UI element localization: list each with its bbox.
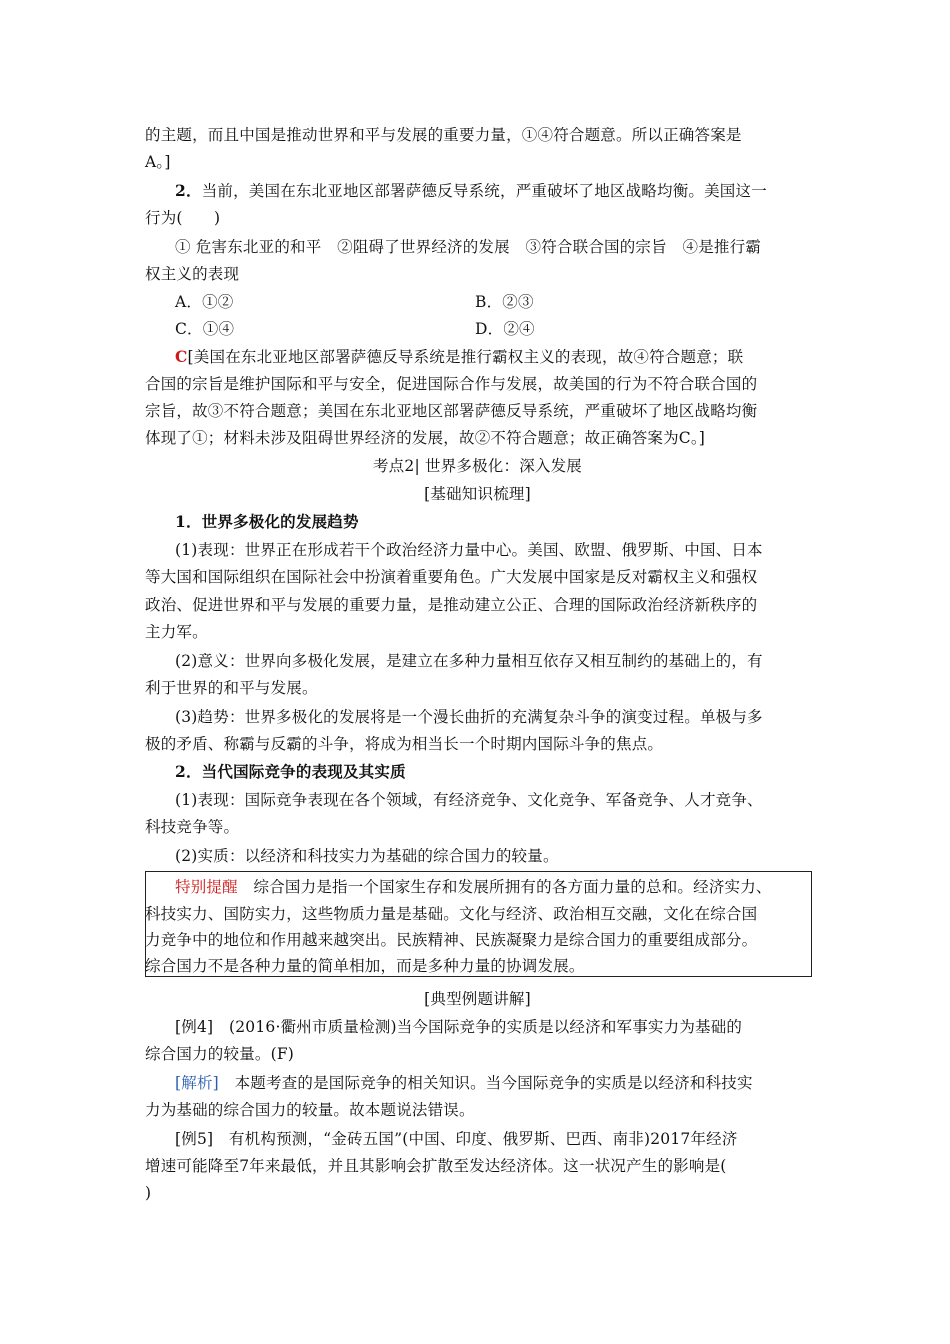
text-line: (2)实质：以经济和科技实力为基础的综合国力的较量。 [175, 847, 559, 865]
text-line: 增速可能降至7年来最低，并且其影响会扩散至发达经济体。这一状况产生的影响是( [145, 1157, 727, 1175]
text: (2016·衢州市质量检测)当今国际竞争的实质是以经济和军事实力为基础的 [213, 1018, 743, 1036]
option-b: B．②③ [475, 293, 534, 311]
question-2-stem [175, 180, 767, 202]
text-line: 宗旨，故③不符合题意；美国在东北亚地区部署萨德反导系统，严重破坏了地区战略均衡 [145, 402, 758, 420]
option-a: A．①② [175, 293, 234, 311]
text-line: 利于世界的和平与发展。 [145, 679, 318, 697]
text-line: (2)意义：世界向多极化发展，是建立在多种力量相互依存又相互制约的基础上的，有 [175, 652, 763, 670]
example-label: [例4] [175, 1018, 214, 1036]
item-heading: 2．当代国际竞争的表现及其实质 [175, 762, 406, 781]
section-heading: 考点2| 世界多极化：深入发展 [372, 457, 582, 475]
text-line: (1)表现：国际竞争表现在各个领域，有经济竞争、文化竞争、军备竞争、人才竞争、 [175, 791, 763, 809]
option-c: C．①④ [175, 320, 235, 338]
item-heading: 1．世界多极化的发展趋势 [175, 512, 359, 531]
tip-line: 力竞争中的地位和作用越来越突出。民族精神、民族凝聚力是综合国力的重要组成部分。 [145, 931, 758, 949]
analysis-line [175, 1072, 753, 1094]
answer-letter: C [175, 347, 188, 366]
tip-line: 科技实力、国防实力，这些物质力量是基础。文化与经济、政治相互交融，文化在综合国 [145, 905, 758, 923]
question-number: 2． [175, 181, 202, 200]
text: 当前，美国在东北亚地区部署萨德反导系统，严重破坏了地区战略均衡。美国这一 [201, 182, 767, 200]
text-line: 合国的宗旨是维护国际和平与安全，促进国际合作与发展，故美国的行为不符合联合国的 [145, 375, 758, 393]
tip-line [175, 876, 772, 898]
example-label: [例5] [175, 1130, 214, 1148]
example-4 [175, 1016, 742, 1038]
text-line: 科技竞争等。 [145, 818, 240, 836]
text-line: 政治、促进世界和平与发展的重要力量，是推动建立公正、合理的国际政治经济新秩序的 [145, 596, 758, 614]
option-d: D．②④ [475, 320, 535, 338]
tip-label: 特别提醒 [175, 878, 238, 896]
text-line: 等大国和国际组织在国际社会中扮演着重要角色。广大发展中国家是反对霸权主义和强权 [145, 568, 758, 586]
text-line: ) [145, 1184, 152, 1202]
text-line: 力为基础的综合国力的较量。故本题说法错误。 [145, 1101, 475, 1119]
text-line: 的主题，而且中国是推动世界和平与发展的重要力量，①④符合题意。所以正确答案是 [145, 126, 742, 144]
example-5 [175, 1128, 738, 1150]
text-line: (3)趋势：世界多极化的发展将是一个漫长曲折的充满复杂斗争的演变过程。单极与多 [175, 708, 763, 726]
text: [美国在东北亚地区部署萨德反导系统是推行霸权主义的表现，故④符合题意；联 [187, 348, 744, 366]
text-line: A。] [145, 153, 171, 171]
text: 综合国力是指一个国家生存和发展所拥有的各方面力量的总和。经济实力、 [237, 878, 772, 896]
answer-line [175, 346, 743, 368]
text-line: 体现了①；材料未涉及阻碍世界经济的发展，故②不符合题意；故正确答案为C。] [145, 429, 706, 447]
text-line: (1)表现：世界正在形成若干个政治经济力量中心。美国、欧盟、俄罗斯、中国、日本 [175, 541, 763, 559]
tip-line: 综合国力不是各种力量的简单相加，而是多种力量的协调发展。 [145, 957, 585, 975]
text: 有机构预测，“金砖五国”(中国、印度、俄罗斯、巴西、南非)2017年经济 [213, 1130, 738, 1148]
text-line: 综合国力的较量。(F) [145, 1045, 295, 1063]
text: 本题考查的是国际竞争的相关知识。当今国际竞争的实质是以经济和科技实 [218, 1074, 753, 1092]
analysis-label: [解析] [175, 1074, 219, 1092]
text-line: 权主义的表现 [145, 265, 240, 283]
text-line: 主力军。 [145, 623, 208, 641]
text-line: 极的矛盾、称霸与反霸的斗争，将成为相当长一个时期内国际斗争的焦点。 [145, 735, 664, 753]
text-line: 行为( ) [145, 209, 221, 227]
subsection-heading: [基础知识梳理] [424, 485, 531, 503]
text-line: ① 危害东北亚的和平 ②阻碍了世界经济的发展 ③符合联合国的宗旨 ④是推行霸 [175, 238, 762, 256]
subsection-heading: [典型例题讲解] [424, 990, 531, 1008]
